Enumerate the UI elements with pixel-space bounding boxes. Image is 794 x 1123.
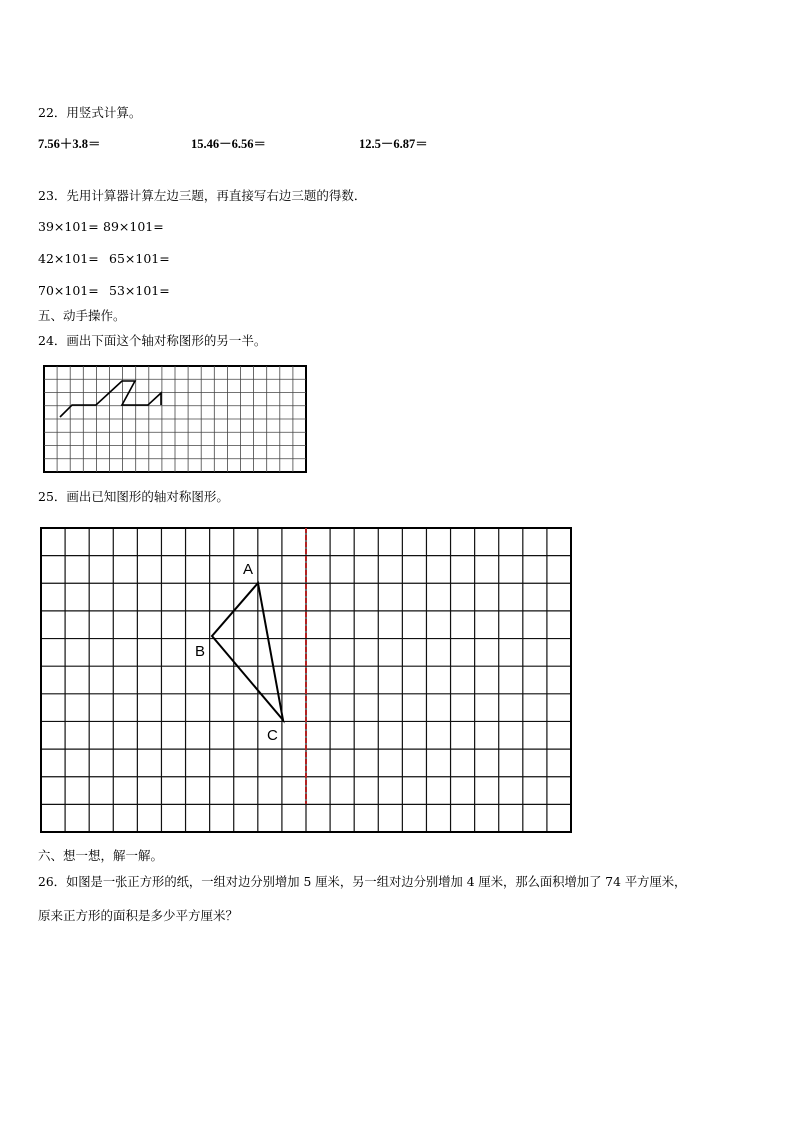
section-5-heading: 五、动手操作。	[38, 308, 126, 323]
q22-item-2: 15.46－6.56＝	[191, 137, 267, 151]
q22-item-1: 7.56＋3.8＝	[38, 137, 101, 151]
q23-row-1-right: 89×101=	[103, 219, 164, 234]
section-6-heading: 六、想一想，解一解。	[38, 848, 164, 863]
q22-item-3: 12.5－6.87＝	[359, 137, 428, 151]
q23-row-2-right: 65×101=	[109, 251, 170, 266]
q24-title: 24．画出下面这个轴对称图形的另一半。	[38, 333, 267, 348]
q25-label-c: C	[267, 727, 278, 744]
q25-triangle-abc	[212, 583, 283, 720]
q24-half-figure	[60, 381, 161, 417]
q26-line-2: 原来正方形的面积是多少平方厘米？	[38, 908, 239, 923]
q25-label-b: B	[195, 643, 206, 660]
q26-line-1: 26．如图是一张正方形的纸，一组对边分别增加 5 厘米，另一组对边分别增加 4 厘米，那么面积增加了 74 平方厘米，	[38, 875, 687, 889]
q25-title: 25．画出已知图形的轴对称图形。	[38, 489, 229, 504]
q23-title: 23．先用计算器计算左边三题，再直接写右边三题的得数．	[38, 188, 367, 203]
q23-row-2-left: 42×101=	[38, 251, 99, 266]
q23-row-3-left: 70×101=	[38, 283, 99, 298]
q22-title: 22．用竖式计算。	[38, 105, 142, 120]
q25-grid-figure	[38, 525, 576, 835]
q24-grid-figure	[40, 362, 310, 476]
q23-row-1-left: 39×101=	[38, 219, 99, 234]
q25-label-a: A	[243, 561, 254, 578]
q23-row-3-right: 53×101=	[109, 283, 170, 298]
